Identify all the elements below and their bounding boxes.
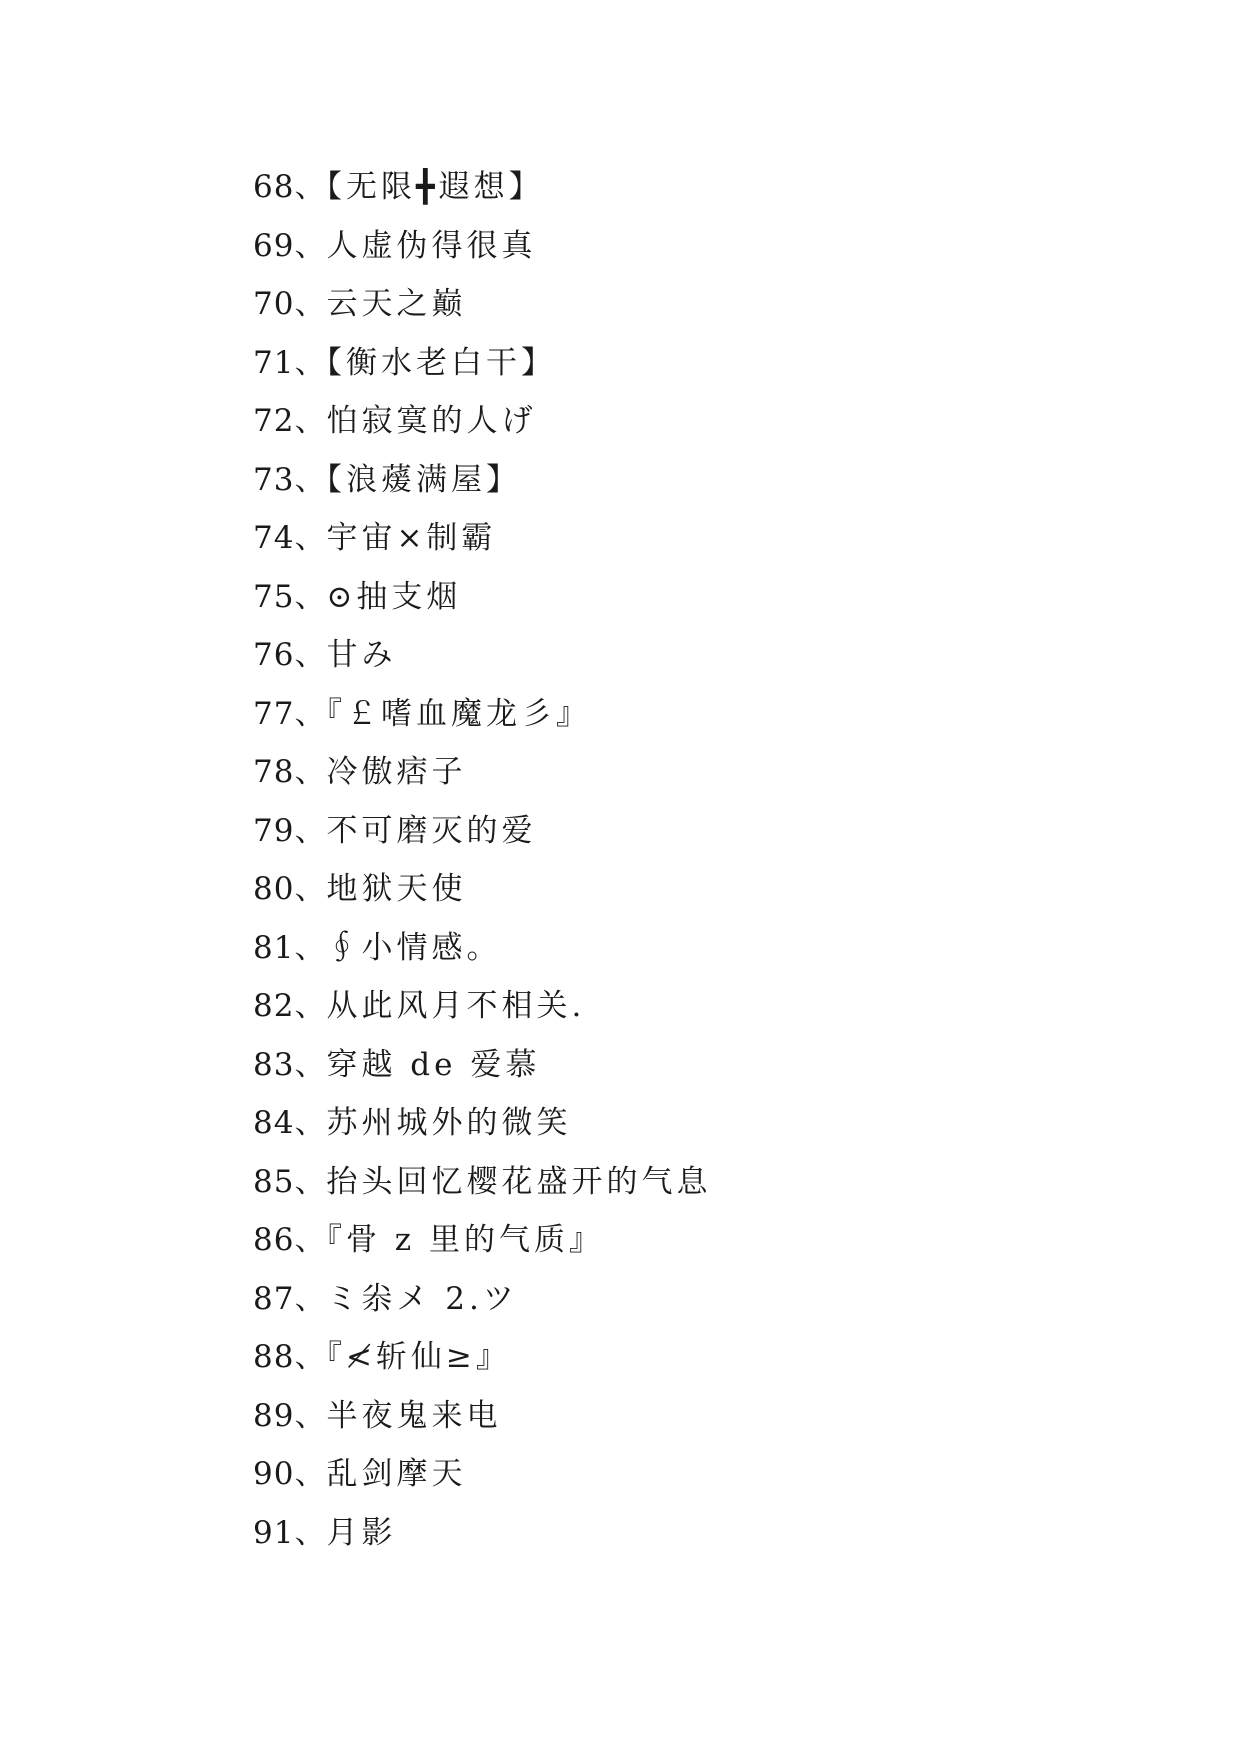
item-text: ∮小情感。	[326, 929, 502, 966]
item-number: 73、	[253, 461, 327, 498]
item-text: ミ尜メ 2.ツ	[326, 1280, 518, 1317]
list-item	[253, 1211, 711, 1270]
item-text: 宇宙×制霸	[326, 520, 497, 556]
item-text: 苏州城外的微笑	[326, 1105, 572, 1141]
item-number: 69、	[253, 227, 327, 264]
item-number: 88、	[253, 1339, 327, 1375]
item-text: 【衡水老白干】	[326, 344, 556, 381]
item-number: 90、	[253, 1456, 327, 1492]
item-number: 72、	[253, 403, 327, 439]
item-number: 84、	[253, 1105, 327, 1141]
item-text: 【浪蕿满屋】	[326, 461, 521, 498]
list-item	[253, 334, 711, 393]
item-number: 80、	[253, 871, 327, 907]
item-number: 70、	[253, 286, 327, 322]
list-item	[253, 217, 711, 276]
item-text: 甘み	[326, 637, 397, 673]
item-text: 抬头回忆樱花盛开的气息	[326, 1163, 712, 1200]
item-text: 穿越 de 爱慕	[326, 1046, 541, 1083]
item-number: 83、	[253, 1046, 327, 1083]
item-text: 乱剑摩天	[326, 1456, 467, 1492]
item-number: 79、	[253, 812, 327, 849]
item-text: 冷傲痞子	[326, 754, 467, 790]
list-item	[253, 802, 711, 861]
list-item	[253, 860, 711, 919]
item-number: 86、	[253, 1222, 327, 1258]
item-number: 85、	[253, 1163, 327, 1200]
list-item	[253, 1504, 711, 1563]
list-item	[253, 977, 711, 1036]
name-list	[253, 158, 711, 1562]
item-number: 74、	[253, 520, 327, 556]
list-item	[253, 1328, 711, 1387]
item-number: 75、	[253, 578, 327, 615]
list-item	[253, 1387, 711, 1446]
list-item	[253, 1445, 711, 1504]
list-item	[253, 392, 711, 451]
item-number: 89、	[253, 1397, 327, 1434]
item-text: 【无限╋遐想】	[326, 169, 544, 205]
list-item	[253, 1036, 711, 1095]
item-text: 怕寂寞的人げ	[326, 403, 537, 439]
list-item	[253, 509, 711, 568]
list-item	[253, 743, 711, 802]
item-text: 人虚伪得很真	[326, 227, 537, 264]
list-item	[253, 275, 711, 334]
list-item	[253, 685, 711, 744]
item-text: 从此风月不相关.	[326, 988, 586, 1024]
item-text: 『￡嗜血魔龙彡』	[326, 695, 591, 732]
list-item	[253, 451, 711, 510]
item-text: 地狱天使	[326, 871, 467, 907]
item-number: 68、	[253, 169, 327, 205]
item-number: 82、	[253, 988, 327, 1024]
item-text: 不可磨灭的爱	[326, 812, 537, 849]
item-number: 78、	[253, 754, 327, 790]
item-number: 71、	[253, 344, 327, 381]
item-text: 半夜鬼来电	[326, 1397, 502, 1434]
list-item	[253, 568, 711, 627]
item-number: 91、	[253, 1514, 327, 1551]
item-text: 月影	[326, 1514, 397, 1551]
item-number: 81、	[253, 929, 327, 966]
item-text: 『骨 z 里的气质』	[326, 1222, 604, 1258]
item-number: 77、	[253, 695, 327, 732]
item-text: 云天之巅	[326, 286, 467, 322]
item-text: 『≮斩仙≥』	[326, 1339, 511, 1375]
item-number: 87、	[253, 1280, 327, 1317]
list-item	[253, 1094, 711, 1153]
list-item	[253, 1270, 711, 1329]
list-item	[253, 158, 711, 217]
list-item	[253, 919, 711, 978]
list-item	[253, 626, 711, 685]
item-text: ⊙抽支烟	[326, 578, 462, 615]
item-number: 76、	[253, 637, 327, 673]
list-item	[253, 1153, 711, 1212]
